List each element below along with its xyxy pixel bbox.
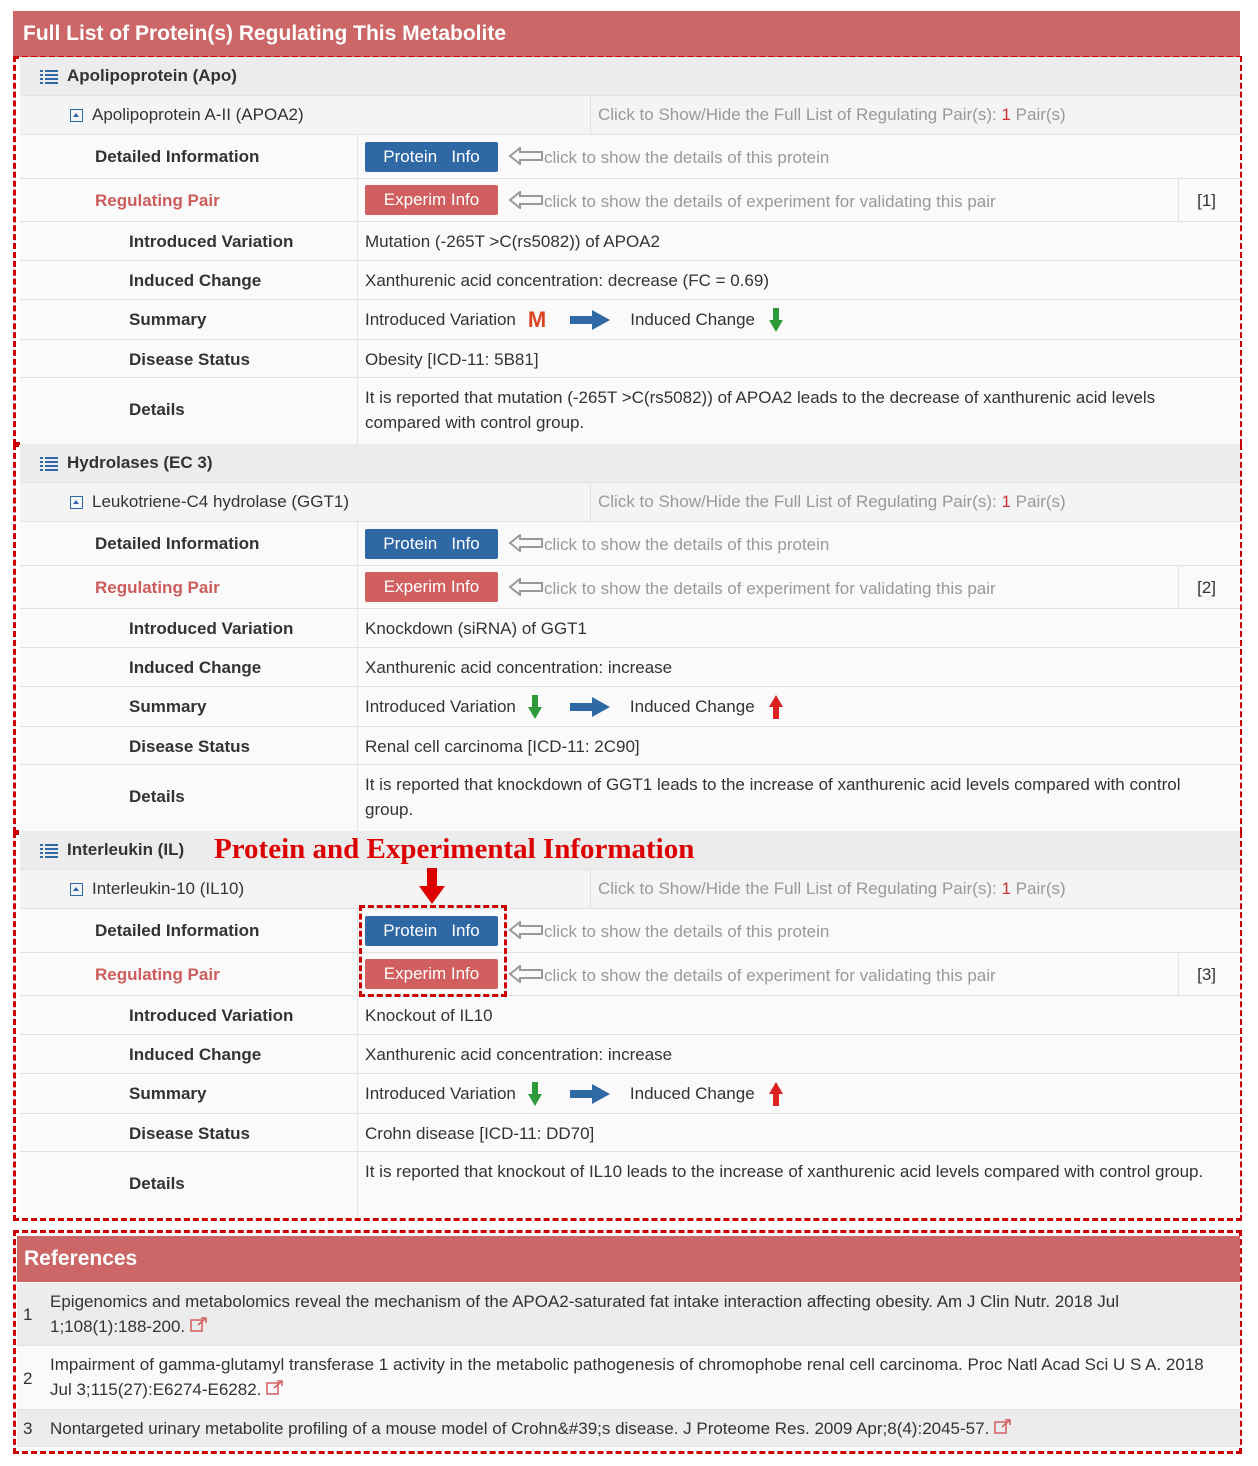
- pair-unit: Pair(s): [1010, 879, 1066, 898]
- toggle-divider: [590, 96, 591, 134]
- introduced-variation-value: Knockout of IL10: [365, 1006, 493, 1025]
- reference-citation: Impairment of gamma-glutamyl transferase 1 activity in the metabolic pathogenesis of chromophobe renal cell carcinoma. Proc Natl Acad Sci U S A. 2018 Jul 3;115(27):E6274-E6282.: [50, 1355, 1204, 1399]
- collapse-icon[interactable]: [70, 109, 83, 122]
- regulating-pair-row: [20, 179, 1240, 222]
- disease-status-value: Crohn disease [ICD-11: DD70]: [365, 1124, 595, 1143]
- protein-row[interactable]: [20, 483, 1240, 522]
- column-divider: [357, 340, 358, 377]
- reference-citation: Epigenomics and metabolomics reveal the mechanism of the APOA2-saturated fat intake interaction affecting obesity. Am J Clin Nutr. 2018 Jul 1;108(1):188-200.: [50, 1292, 1120, 1336]
- details-row: [20, 765, 1240, 831]
- group-title-row[interactable]: [20, 57, 1240, 96]
- experim-info-button[interactable]: Experim Info: [365, 959, 498, 989]
- details-label: Details: [129, 787, 185, 806]
- group-title: [40, 453, 213, 473]
- induced-change-row: [20, 1035, 1240, 1074]
- toggle-text: Click to Show/Hide the Full List of Regulating Pair(s):: [598, 879, 1002, 898]
- toggle-pairs-link[interactable]: [598, 879, 1066, 899]
- hint-text: click to show the details of this protein: [544, 921, 830, 941]
- introduced-variation-row: [20, 996, 1240, 1035]
- reference-item: [17, 1283, 1240, 1346]
- induced-change-value: Xanthurenic acid concentration: increase: [365, 1045, 673, 1064]
- column-divider: [357, 609, 358, 647]
- induced-change-value: Xanthurenic acid concentration: decrease (FC = 0.69): [365, 271, 769, 290]
- up-arrow-icon: [769, 1082, 783, 1106]
- column-divider: [357, 1114, 358, 1151]
- details-value: It is reported that knockdown of GGT1 leads to the increase of xanthurenic acid levels compared with control group.: [365, 775, 1181, 819]
- summary-label: Summary: [129, 310, 207, 329]
- right-arrow-icon: [570, 1084, 610, 1104]
- summary-label: Summary: [129, 697, 207, 716]
- disease-status-value: Renal cell carcinoma [ICD-11: 2C90]: [365, 737, 640, 756]
- reference-divider: [1178, 566, 1179, 608]
- detailed-information-row: [20, 522, 1240, 566]
- details-row: [20, 378, 1240, 444]
- column-divider: [357, 648, 358, 686]
- highlight-box-buttons: [359, 905, 507, 997]
- induced-change-row: [20, 261, 1240, 300]
- disease-status-label: Disease Status: [129, 350, 250, 369]
- protein-name[interactable]: [70, 105, 304, 125]
- column-divider: [357, 135, 358, 178]
- protein-info-button[interactable]: Protein Info: [365, 916, 498, 946]
- reference-link[interactable]: [2]: [1197, 578, 1216, 597]
- external-link-icon[interactable]: [190, 1315, 208, 1340]
- group-title: [40, 66, 237, 86]
- group-title-row[interactable]: [20, 444, 1240, 483]
- reference-divider: [1178, 953, 1179, 995]
- column-divider: [357, 566, 358, 608]
- experim-info-button[interactable]: Experim Info: [365, 185, 498, 215]
- introduced-variation-row: [20, 609, 1240, 648]
- induced-change-label: Induced Change: [129, 271, 262, 290]
- detailed-information-row: [20, 135, 1240, 179]
- disease-status-value: Obesity [ICD-11: 5B81]: [365, 350, 539, 369]
- group-title: [40, 840, 184, 860]
- reference-link[interactable]: [1]: [1197, 191, 1216, 210]
- protein-info-button[interactable]: Protein Info: [365, 529, 498, 559]
- collapse-icon[interactable]: [70, 883, 83, 896]
- experim-info-hint: [508, 191, 996, 214]
- details-value: It is reported that mutation (-265T >C(rs5082)) of APOA2 leads to the decrease of xanthurenic acid levels compared with control group.: [365, 388, 1156, 432]
- protein-name[interactable]: [70, 492, 349, 512]
- introduced-variation-value: Knockdown (siRNA) of GGT1: [365, 619, 588, 638]
- reference-divider: [1178, 179, 1179, 221]
- column-divider: [357, 727, 358, 764]
- column-divider: [357, 261, 358, 299]
- collapse-icon[interactable]: [70, 496, 83, 509]
- hint-text: click to show the details of experiment for validating this pair: [544, 965, 996, 985]
- reference-item: [17, 1410, 1240, 1447]
- details-label: Details: [129, 400, 185, 419]
- introduced-variation-value: Mutation (-265T >C(rs5082)) of APOA2: [365, 232, 660, 251]
- protein-name-text: Leukotriene-C4 hydrolase (GGT1): [92, 492, 350, 511]
- external-link-icon[interactable]: [994, 1417, 1012, 1442]
- hollow-left-arrow-icon: [508, 147, 544, 170]
- down-arrow-icon: [528, 1082, 542, 1106]
- up-arrow-icon: [769, 695, 783, 719]
- pair-count: 1: [1001, 105, 1011, 124]
- summary-change-text: Induced Change: [629, 1084, 755, 1103]
- summary-variation-text: Introduced Variation: [365, 697, 516, 716]
- reference-citation: Nontargeted urinary metabolite profiling of a mouse model of Crohn&#39;s disease. J Proteome Res. 2009 Apr;8(4):2045-57.: [50, 1419, 995, 1438]
- toggle-pairs-link[interactable]: [598, 105, 1066, 125]
- reference-number: 3: [23, 1419, 33, 1438]
- column-divider: [357, 1035, 358, 1073]
- protein-info-hint: [508, 921, 829, 944]
- summary-row: [20, 1074, 1240, 1114]
- regulating-pair-label: Regulating Pair: [95, 578, 220, 597]
- experim-info-hint: [508, 965, 996, 988]
- hint-text: click to show the details of experiment for validating this pair: [544, 578, 996, 598]
- column-divider: [357, 378, 358, 444]
- panel-title: Full List of Protein(s) Regulating This Metabolite: [13, 11, 1240, 57]
- disease-status-row: [20, 727, 1240, 765]
- column-divider: [357, 300, 358, 339]
- protein-name-text: Apolipoprotein A-II (APOA2): [92, 105, 304, 124]
- hint-text: click to show the details of experiment for validating this pair: [544, 191, 996, 211]
- pair-unit: Pair(s): [1010, 105, 1066, 124]
- protein-info-hint: [508, 147, 829, 170]
- hollow-left-arrow-icon: [508, 921, 544, 944]
- column-divider: [357, 222, 358, 260]
- protein-name-text: Interleukin-10 (IL10): [92, 879, 245, 898]
- reference-text: [50, 1352, 1220, 1403]
- column-divider: [357, 909, 358, 952]
- external-link-icon[interactable]: [266, 1378, 284, 1403]
- reference-text: [50, 1416, 1220, 1442]
- annotation-arrow-icon: [419, 868, 445, 906]
- disease-status-row: [20, 1114, 1240, 1152]
- introduced-variation-row: [20, 222, 1240, 261]
- list-icon: [40, 844, 58, 858]
- summary-row: [20, 687, 1240, 727]
- protein-row[interactable]: [20, 870, 1240, 909]
- hollow-left-arrow-icon: [508, 578, 544, 601]
- column-divider: [357, 687, 358, 726]
- details-label: Details: [129, 1174, 185, 1193]
- reference-item: [17, 1346, 1240, 1410]
- reference-link[interactable]: [3]: [1197, 965, 1216, 984]
- pair-unit: Pair(s): [1010, 492, 1066, 511]
- pair-count: 1: [1001, 492, 1011, 511]
- group-title-text: Hydrolases (EC 3): [67, 453, 213, 472]
- right-arrow-icon: [570, 697, 610, 717]
- list-icon: [40, 70, 58, 84]
- protein-row[interactable]: [20, 96, 1240, 135]
- protein-info-hint: [508, 534, 829, 557]
- column-divider: [357, 953, 358, 995]
- toggle-text: Click to Show/Hide the Full List of Regulating Pair(s):: [598, 105, 1002, 124]
- down-arrow-icon: [528, 695, 542, 719]
- hollow-left-arrow-icon: [508, 534, 544, 557]
- regulating-pair-label: Regulating Pair: [95, 191, 220, 210]
- detailed-information-row: [20, 909, 1240, 953]
- reference-number: 2: [23, 1368, 33, 1388]
- right-arrow-icon: [570, 310, 610, 330]
- summary-value: [365, 307, 783, 333]
- introduced-variation-label: Introduced Variation: [129, 1006, 294, 1025]
- references-title: References: [17, 1236, 1240, 1282]
- pair-count: 1: [1001, 879, 1011, 898]
- detailed-information-label: Detailed Information: [95, 534, 260, 553]
- protein-name[interactable]: [70, 879, 244, 899]
- experim-info-hint: [508, 578, 996, 601]
- summary-row: [20, 300, 1240, 340]
- disease-status-label: Disease Status: [129, 1124, 250, 1143]
- regulating-pair-row: [20, 566, 1240, 609]
- regulating-pair-row: [20, 953, 1240, 996]
- experim-info-button[interactable]: Experim Info: [365, 572, 498, 602]
- summary-value: [365, 1081, 783, 1107]
- detailed-information-label: Detailed Information: [95, 921, 260, 940]
- summary-variation-text: Introduced Variation: [365, 310, 516, 329]
- column-divider: [357, 1152, 358, 1218]
- column-divider: [357, 1074, 358, 1113]
- toggle-divider: [590, 483, 591, 521]
- summary-label: Summary: [129, 1084, 207, 1103]
- summary-change-text: Induced Change: [629, 697, 755, 716]
- protein-info-button[interactable]: Protein Info: [365, 142, 498, 172]
- regulating-pair-label: Regulating Pair: [95, 965, 220, 984]
- hollow-left-arrow-icon: [508, 965, 544, 988]
- group-title-text: Apolipoprotein (Apo): [67, 66, 237, 85]
- induced-change-label: Induced Change: [129, 658, 262, 677]
- mutation-icon: M: [527, 307, 547, 332]
- annotation-label: Protein and Experimental Information: [214, 833, 695, 865]
- toggle-text: Click to Show/Hide the Full List of Regulating Pair(s):: [598, 492, 1002, 511]
- introduced-variation-label: Introduced Variation: [129, 619, 294, 638]
- toggle-divider: [590, 870, 591, 908]
- induced-change-label: Induced Change: [129, 1045, 262, 1064]
- details-row: [20, 1152, 1240, 1218]
- introduced-variation-label: Introduced Variation: [129, 232, 294, 251]
- column-divider: [357, 522, 358, 565]
- summary-value: [365, 694, 783, 720]
- column-divider: [357, 765, 358, 831]
- down-arrow-icon: [769, 308, 783, 332]
- column-divider: [357, 996, 358, 1034]
- disease-status-label: Disease Status: [129, 737, 250, 756]
- induced-change-value: Xanthurenic acid concentration: increase: [365, 658, 673, 677]
- reference-text: [50, 1289, 1220, 1340]
- column-divider: [357, 179, 358, 221]
- details-value: It is reported that knockout of IL10 leads to the increase of xanthurenic acid levels compared with control group.: [365, 1162, 1204, 1181]
- summary-change-text: Induced Change: [630, 310, 756, 329]
- group-title-text: Interleukin (IL): [67, 840, 185, 859]
- hint-text: click to show the details of this protein: [544, 147, 830, 167]
- hint-text: click to show the details of this protein: [544, 534, 830, 554]
- reference-number: 1: [23, 1305, 33, 1324]
- list-icon: [40, 457, 58, 471]
- detailed-information-label: Detailed Information: [95, 147, 260, 166]
- toggle-pairs-link[interactable]: [598, 492, 1066, 512]
- hollow-left-arrow-icon: [508, 191, 544, 214]
- disease-status-row: [20, 340, 1240, 378]
- summary-variation-text: Introduced Variation: [365, 1084, 516, 1103]
- induced-change-row: [20, 648, 1240, 687]
